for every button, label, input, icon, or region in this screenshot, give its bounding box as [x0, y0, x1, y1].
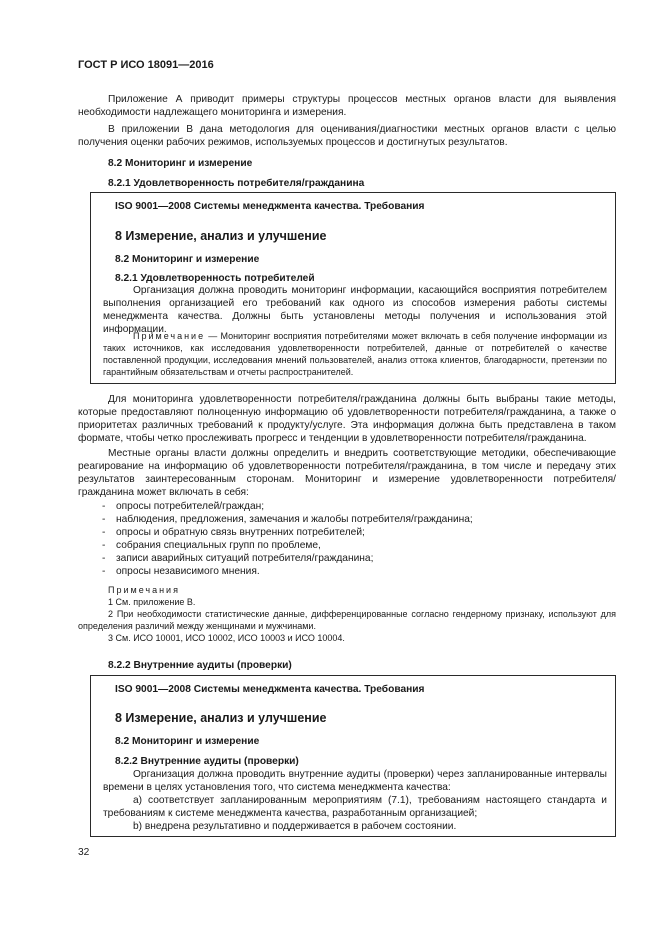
- note-item-2: 2 При необходимости статистические данные, дифференцированные согласно гендерному признаку, используют для определения различий между женщинами и мужчинами.: [78, 609, 616, 631]
- box2-requirement-text: Организация должна проводить внутренние аудиты (проверки) через запланированные интервалы времени в целях установления того, что система менеджмента качества:: [103, 769, 607, 793]
- box1-note: [103, 330, 607, 378]
- list-item: - опросы независимого мнения.: [102, 566, 260, 577]
- intro-block: [78, 93, 616, 149]
- box1-requirement-text: Организация должна проводить мониторинг информации, касающийся восприятия потребителем выполнения организацией его требований как одного из способов измерения работы системы менеджмента качества. Должны быть установлены методы получения и использования этой информации.: [103, 285, 607, 335]
- box2-subheading-8-2-2: 8.2.2 Внутренние аудиты (проверки): [115, 756, 299, 767]
- intro-paragraph-1: Приложение А приводит примеры структуры процессов местных органов власти для выявления необходимости надлежащего мониторинга и измерения.: [78, 94, 616, 118]
- notes-label: Примечания: [108, 585, 180, 595]
- box2-chapter-heading: 8 Измерение, анализ и улучшение: [115, 711, 327, 725]
- section-heading-8-2: 8.2 Мониторинг и измерение: [108, 158, 253, 169]
- notes-block: [78, 584, 616, 644]
- box2-item-a: a) соответствует запланированным мероприятиям (7.1), требованиям настоящего стандарта и требованиям к системе менеджмента качества, разработанным организацией;: [103, 795, 607, 819]
- box1-chapter-heading: 8 Измерение, анализ и улучшение: [115, 229, 327, 243]
- box1-subheading-8-2: 8.2 Мониторинг и измерение: [115, 254, 260, 265]
- box1-standard-title: ISO 9001—2008 Системы менеджмента качества. Требования: [115, 201, 425, 212]
- standard-quote-box-1: [90, 192, 616, 384]
- note-item-3: 3 См. ИСО 10001, ИСО 10002, ИСО 10003 и ИСО 10004.: [108, 633, 345, 643]
- document-header-title: ГОСТ Р ИСО 18091—2016: [78, 59, 214, 71]
- box2-requirement-block: [103, 768, 607, 833]
- box1-note-label: Примечание: [133, 331, 206, 341]
- body-paragraph-1: Для мониторинга удовлетворенности потребителя/гражданина должны быть выбраны такие методы, которые предоставляют полноценную информацию об удовлетворенности потребителя/гражданина, а также о приоритетах различных требований к продукту/услуге. Эта информация должна быть представлена в таком формате, чтобы четко прослеживать прогресс и тенденции в удовлетворенности потребителя/гражданина.: [78, 394, 616, 444]
- box2-standard-title: ISO 9001—2008 Системы менеджмента качества. Требования: [115, 684, 425, 695]
- note-item-1: 1 См. приложение В.: [108, 597, 196, 607]
- body-block: [78, 393, 616, 644]
- list-item: - наблюдения, предложения, замечания и жалобы потребителя/гражданина;: [102, 514, 473, 525]
- standard-quote-box-2: [90, 675, 616, 837]
- box2-item-b: b) внедрена результативно и поддерживается в рабочем состоянии.: [133, 821, 457, 832]
- survey-methods-list: [78, 500, 616, 578]
- list-item: - собрания специальных групп по проблеме,: [102, 540, 321, 551]
- page-number: 32: [78, 847, 90, 858]
- list-item: - опросы потребителей/граждан;: [102, 501, 265, 512]
- section-heading-8-2-2: 8.2.2 Внутренние аудиты (проверки): [108, 660, 292, 671]
- list-item: - опросы и обратную связь внутренних потребителей;: [102, 527, 365, 538]
- list-item: - записи аварийных ситуаций потребителя/гражданина;: [102, 553, 374, 564]
- box2-subheading-8-2: 8.2 Мониторинг и измерение: [115, 736, 260, 747]
- box1-note-text: — Мониторинг восприятия потребителями может включать в себя получение информации из таких источников, как исследования удовлетворенности потребителей, данные от потребителей о качестве поставленной продукции, исследования мнений пользователей, анализ оттока клиентов, благодарности, претензии по гарантийным обязательствам и отчеты распространителей.: [103, 331, 607, 377]
- body-paragraph-2: Местные органы власти должны определить и внедрить соответствующие методики, обеспечивающие реагирование на информацию об удовлетворенности потребителя/гражданина, в том числе и передачу этих результатов заинтересованным сторонам. Мониторинг и измерение удовлетворенности потребителя/гражданина может включать в себя:: [78, 448, 616, 498]
- box1-subheading-8-2-1: 8.2.1 Удовлетворенность потребителей: [115, 273, 315, 284]
- intro-paragraph-2: В приложении В дана методология для оценивания/диагностики местных органов власти с целью получения оценки рабочих режимов, используемых процессов и достигнутых результатов.: [78, 124, 616, 148]
- section-heading-8-2-1: 8.2.1 Удовлетворенность потребителя/гражданина: [108, 178, 365, 189]
